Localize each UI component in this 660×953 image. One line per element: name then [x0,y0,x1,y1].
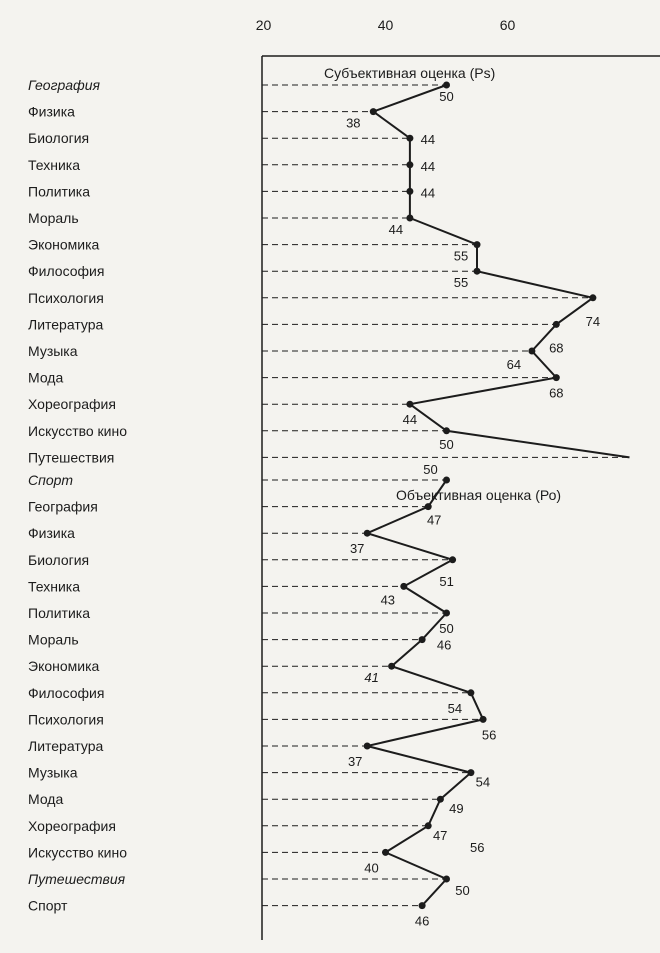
category-label: Спорт [28,472,74,488]
series-title-objective: Объективная оценка (Ро) [396,487,562,503]
data-point [449,556,456,563]
value-label: 50 [439,621,454,636]
category-label: Хореография [28,817,116,834]
value-label: 43 [380,592,396,608]
value-label: 50 [439,89,454,104]
value-label: 54 [475,774,491,790]
category-label: Политика [28,605,90,621]
data-point [425,822,432,829]
category-label: Мода [28,369,64,386]
category-label: Спорт [28,897,68,914]
x-tick-label: 20 [255,17,272,33]
value-label: 41 [364,670,379,686]
category-label: Биология [28,551,90,568]
x-axis-ticks [256,17,516,33]
category-label: Музыка [28,764,78,781]
category-label: Мода [28,791,64,808]
value-label: 38 [346,115,361,131]
data-point [406,135,413,142]
category-label: Экономика [28,658,100,675]
value-label: 56 [481,727,497,743]
data-point [480,716,487,723]
category-label: Биология [28,130,90,147]
category-label: Мораль [28,210,79,226]
category-label: Физика [28,525,75,542]
value-label: 46 [414,913,430,929]
category-label: География [28,498,98,515]
value-label: 50 [423,462,438,477]
category-label: Политика [28,183,90,200]
data-point [437,796,444,803]
category-label: Философия [28,263,105,280]
category-label: Экономика [28,236,100,253]
value-label: 44 [420,185,436,201]
data-point [388,663,395,670]
data-point [467,769,474,776]
data-point [553,321,560,328]
data-point [364,743,371,750]
value-label: 50 [439,436,454,452]
category-label: Психология [28,289,104,306]
value-label: 64 [506,357,522,372]
value-label: 44 [402,412,418,428]
x-tick-label: 60 [499,17,516,33]
category-label: Мораль [28,631,79,648]
value-label: 49 [449,801,464,817]
category-label: Техника [28,578,81,595]
data-point [443,610,450,617]
value-label: 44 [420,132,436,148]
value-label: 44 [420,158,436,174]
data-point [443,477,450,484]
value-label: 68 [549,340,564,356]
category-label: Хореография [28,396,116,413]
series-title-subjective: Субъективная оценка (Ps) [324,65,496,81]
category-label: География [28,77,101,93]
data-point [400,583,407,590]
value-label: 46 [436,637,452,653]
value-label: 37 [349,541,365,557]
data-point [467,689,474,696]
value-label: 55 [453,275,469,291]
data-point [370,108,377,115]
value-label: 51 [439,573,454,589]
data-point [443,82,450,89]
data-point [474,268,481,275]
value-labels [346,89,600,929]
data-point [419,902,426,909]
category-labels [28,77,127,914]
category-label: Путешествия [28,449,115,466]
category-label: Литература [28,316,104,333]
value-label: 50 [455,883,470,898]
data-point [553,374,560,381]
value-label: 74 [585,313,601,329]
value-label: 47 [426,512,442,528]
category-label: Физика [28,103,75,120]
data-point [406,161,413,168]
data-point [443,876,450,883]
category-label: Музыка [28,343,78,359]
data-point [528,348,535,355]
value-label: 54 [447,700,463,716]
value-label: 68 [549,385,564,401]
data-point [443,427,450,434]
value-label: 40 [364,860,379,876]
data-point [364,530,371,537]
category-label: Техника [28,156,81,173]
category-label: Искусство кино [28,844,128,861]
value-label: 44 [388,222,404,237]
data-point [406,188,413,195]
category-label: Психология [28,711,104,728]
value-label: 55 [453,248,469,264]
data-point [406,215,413,222]
category-label: Искусство кино [28,422,128,439]
data-point [406,401,413,408]
extra-annotation: 56 [470,840,485,855]
data-point [474,241,481,248]
category-label: Философия [28,684,105,701]
data-point [419,636,426,643]
data-point [382,849,389,856]
data-point [425,503,432,510]
x-tick-label: 40 [377,17,394,33]
data-point [589,294,596,301]
category-label: Литература [28,738,104,754]
value-label: 37 [347,754,363,769]
value-label: 47 [432,827,448,843]
category-label: Путешествия [28,871,126,887]
